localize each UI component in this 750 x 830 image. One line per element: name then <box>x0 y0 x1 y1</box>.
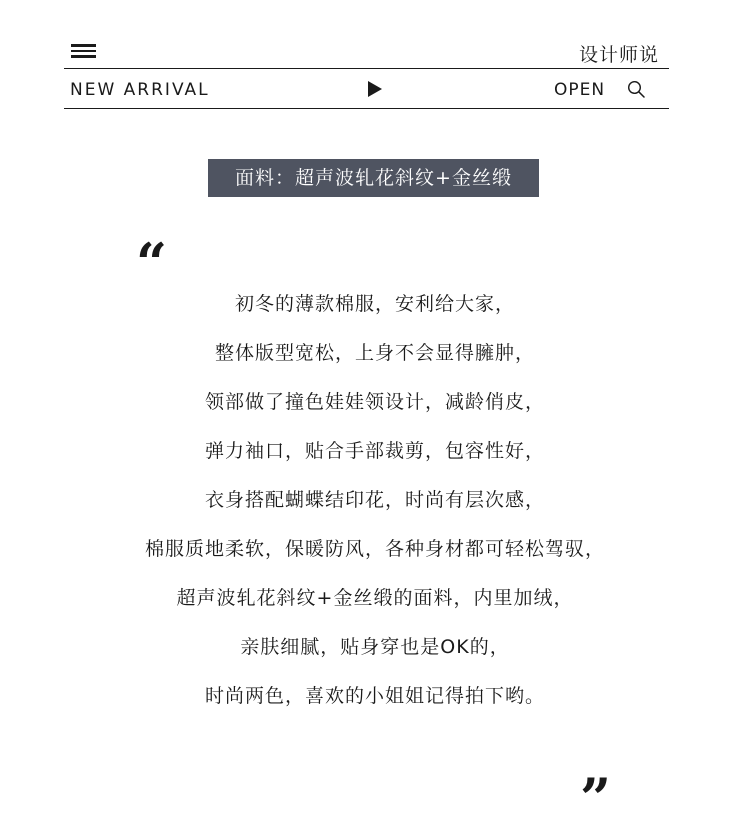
close-quote-mark: ” <box>580 766 612 830</box>
description-line: 时尚两色，喜欢的小姐姐记得拍下哟。 <box>204 685 545 707</box>
top-bar <box>64 36 669 69</box>
description-line: 超声波轧花斜纹+金丝缎的面料，内里加绒， <box>176 587 574 609</box>
description-line: 衣身搭配蝴蝶结印花，时尚有层次感， <box>204 489 545 511</box>
new-arrival-label[interactable]: NEW ARRIVAL <box>70 80 210 100</box>
product-description <box>0 280 750 721</box>
description-line: 领部做了撞色娃娃领设计，减龄俏皮， <box>204 391 545 413</box>
description-line: 棉服质地柔软，保暖防风，各种身材都可轻松驾驭， <box>144 538 605 560</box>
description-line: 初冬的薄款棉服，安利给大家， <box>234 293 515 315</box>
open-button[interactable]: OPEN <box>554 80 606 100</box>
designer-says-link[interactable]: 设计师说 <box>578 44 659 66</box>
open-quote-mark: “ <box>136 231 168 295</box>
play-icon[interactable] <box>368 81 382 97</box>
search-icon[interactable] <box>627 80 645 98</box>
description-line: 弹力袖口，贴合手部裁剪，包容性好， <box>204 440 545 462</box>
fabric-tag: 面料：超声波轧花斜纹+金丝缎 <box>208 159 539 197</box>
nav-bar <box>64 69 669 109</box>
description-line: 亲肤细腻，贴身穿也是OK的， <box>240 636 510 658</box>
description-line: 整体版型宽松，上身不会显得臃肿， <box>214 342 535 364</box>
hamburger-menu-icon[interactable] <box>71 44 96 58</box>
